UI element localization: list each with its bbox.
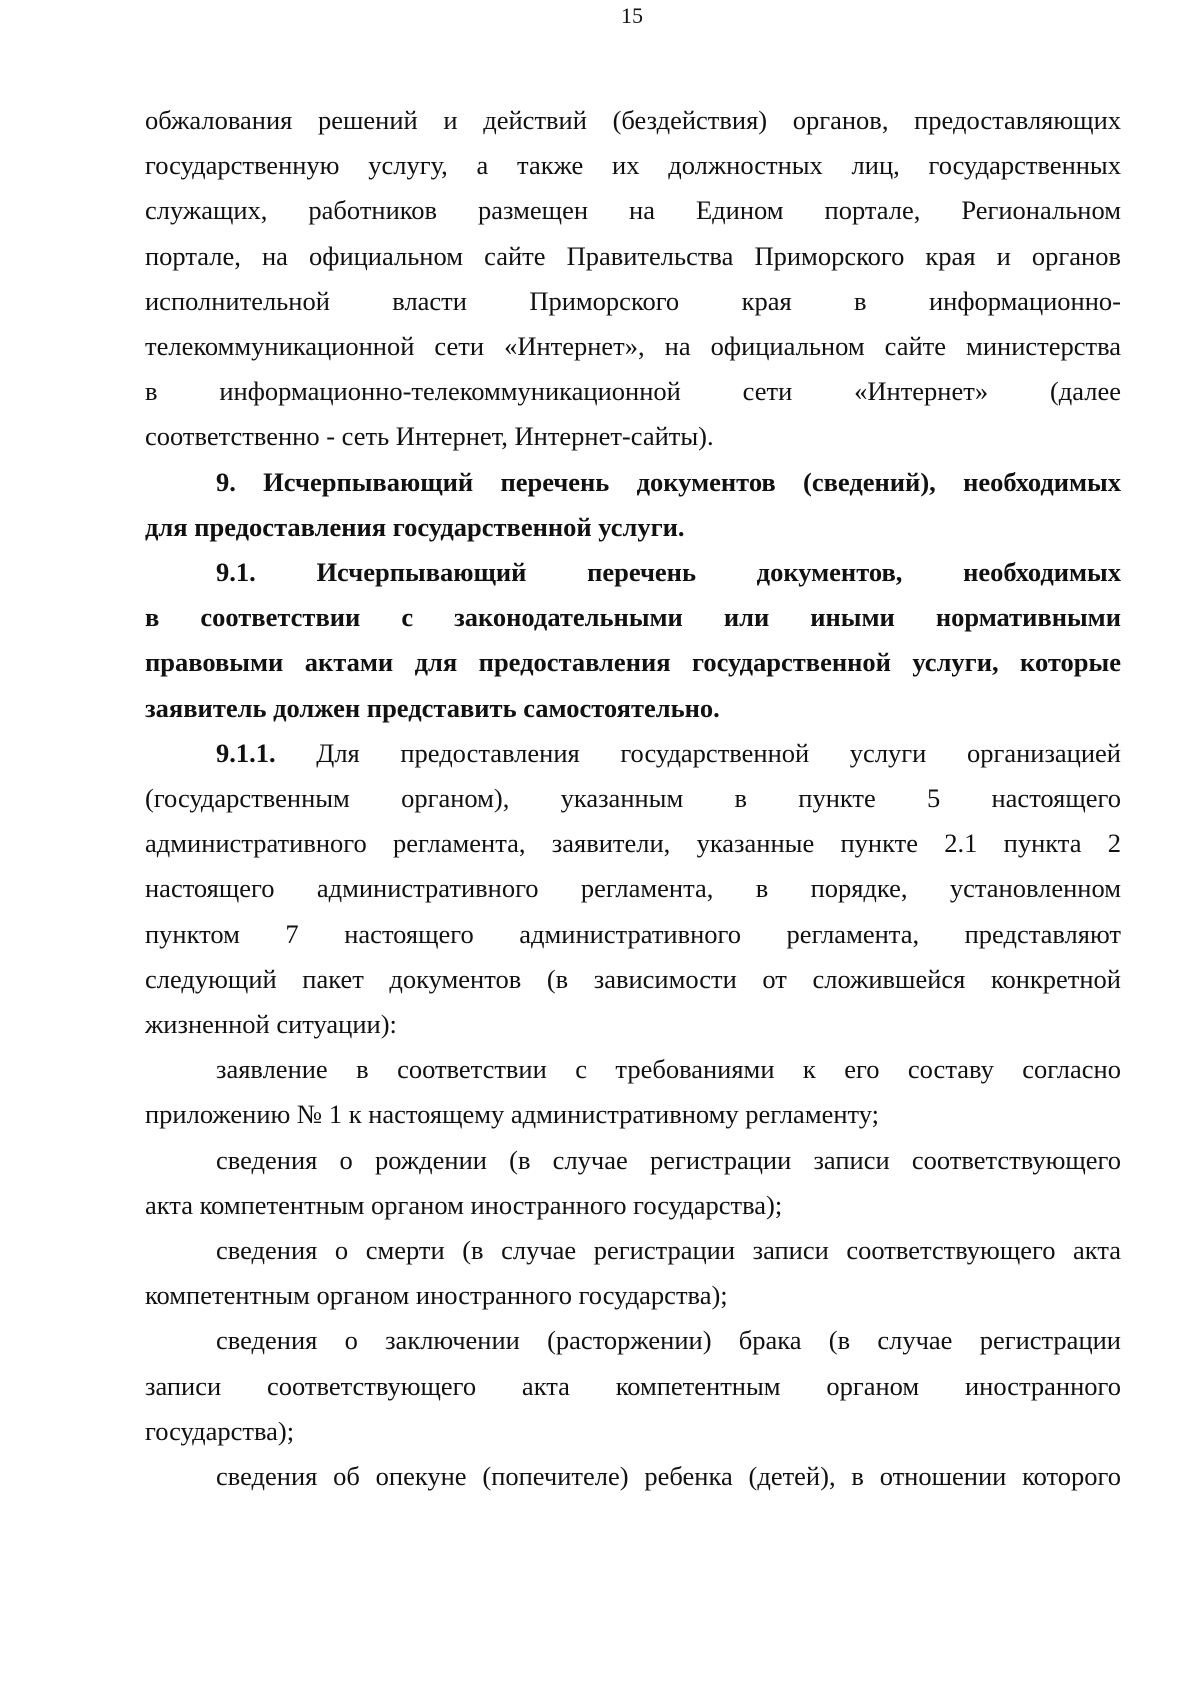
text-line: компетентным органом иностранного государства);: [145, 1280, 728, 1311]
text-line: пунктом 7 настоящего административного регламента, представляют: [145, 918, 1121, 949]
text-line: акта компетентным органом иностранного государства);: [145, 1189, 783, 1220]
text-line: сведения об опекуне (попечителе) ребенка (детей), в отношении которого: [216, 1461, 1121, 1491]
text-line: (государственным органом), указанным в пункте 5 настоящего: [145, 783, 1121, 813]
item-number: 9.1.1.: [216, 737, 276, 768]
text-line: сведения о смерти (в случае регистрации записи соответствующего акта: [216, 1235, 1121, 1265]
text-line: соответственно - сеть Интернет, Интернет-сайты).: [145, 421, 714, 452]
heading-line: 9. Исчерпывающий перечень документов (сведений), необходимых: [216, 466, 1121, 497]
text-line: обжалования решений и действий (бездействия) органов, предоставляющих: [145, 105, 1121, 135]
text-line: записи соответствующего акта компетентным органом иностранного: [145, 1370, 1121, 1401]
text-line: в информационно-телекоммуникационной сети «Интернет» (далее: [145, 376, 1121, 407]
text-line: исполнительной власти Приморского края в информационно-: [145, 285, 1121, 316]
heading-line: в соответствии с законодательными или иными нормативными: [145, 602, 1121, 633]
text-line: служащих, работников размещен на Едином портале, Региональном: [145, 195, 1121, 226]
text-line: государства);: [145, 1415, 295, 1446]
text-line: [216, 735, 1121, 784]
text-line: административного регламента, заявители, указанные пункте 2.1 пункта 2: [145, 828, 1121, 859]
heading-line: заявитель должен представить самостоятельно.: [145, 692, 720, 723]
text-line: жизненной ситуации):: [145, 1009, 397, 1039]
text-line: приложению № 1 к настоящему административному регламенту;: [145, 1099, 880, 1130]
page-number: 15: [621, 3, 643, 28]
heading-line: правовыми актами для предоставления государственной услуги, которые: [145, 647, 1121, 678]
text-line: сведения о заключении (расторжении) брака (в случае регистрации: [216, 1325, 1121, 1356]
text-line: следующий пакет документов (в зависимости от сложившейся конкретной: [145, 963, 1121, 994]
text-line: сведения о рождении (в случае регистрации записи соответствующего: [216, 1144, 1121, 1175]
text-line: настоящего административного регламента, в порядке, установленном: [145, 873, 1121, 904]
heading-line: для предоставления государственной услуги.: [145, 511, 685, 542]
text-line: портале, на официальном сайте Правительства Приморского края и органов: [145, 240, 1121, 271]
text-line: государственную услугу, а также их должностных лиц, государственных: [145, 150, 1121, 181]
item-text: Для предоставления государственной услуги организацией: [275, 737, 1121, 768]
text-line: заявление в соответствии с требованиями к его составу согласно: [216, 1054, 1121, 1085]
text-line: телекоммуникационной сети «Интернет», на официальном сайте министерства: [145, 331, 1121, 361]
heading-line: 9.1. Исчерпывающий перечень документов, необходимых: [216, 557, 1121, 587]
